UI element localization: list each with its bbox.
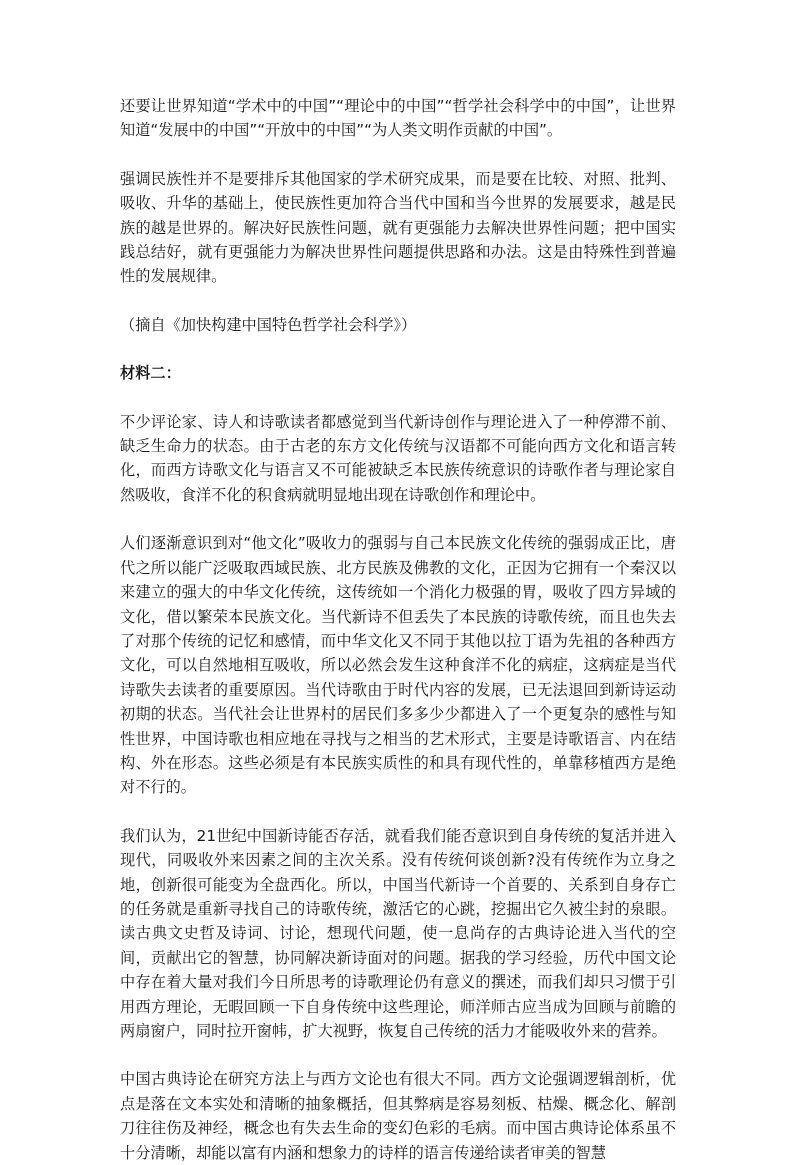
section-paragraph-1: 不少评论家、诗人和诗歌读者都感觉到当代新诗创作与理论进入了一种停滞不前、缺乏生命力的状态。由于古老的东方文化传统与汉语都不可能向西方文化和语言转化，而西方诗歌文化与语言又不可能被缺乏本民族传统意识的诗歌作者与理论家自然吸收，食洋不化的积食病就明显地出现在诗歌创作和理论中。: [120, 412, 676, 504]
paragraph-gap: [120, 1043, 676, 1067]
document-page: [120, 94, 676, 1165]
paragraph-1: 还要让世界知道“学术中的中国”“理论中的中国”“哲学社会科学中的中国”，让世界知道“发展中的中国”“开放中的中国”“为人类文明作贡献的中国”。: [120, 97, 676, 140]
section-paragraph-3: 我们认为，21世纪中国新诗能否存活，就看我们能否意识到自身传统的复活并进入现代，同吸收外来因素之间的主次关系。没有传统何谈创新?没有传统作为立身之地，创新很可能变为全盘西化。所以，中国当代新诗一个首要的、关系到自身存亡的任务就是重新寻找自己的诗歌传统，激活它的心跳，挖掘出它久被尘封的泉眼。读古典文史哲及诗词、讨论，想现代问题，使一息尚存的古典诗论进入当代的空间，贡献出它的智慧，协同解决新诗面对的问题。据我的学习经验，历代中国文论中存在着大量对我们今日所思考的诗歌理论仍有意义的撰述，而我们却只习惯于引用西方理论，无暇回顾一下自身传统中这些理论，师洋师古应当成为回顾与前瞻的两扇窗户，同时拉开窗帏，扩大视野，恢复自己传统的活力才能吸收外来的营养。: [120, 826, 676, 1040]
paragraph-2: 强调民族性并不是要排斥其他国家的学术研究成果，而是要在比较、对照、批判、吸收、升华的基础上，使民族性更加符合当代中国和当今世界的发展要求，越是民族的越是世界的。解决好民族性问题，就有更强能力去解决世界性问题；把中国实践总结好，就有更强能力为解决世界性问题提供思路和办法。这是由特殊性到普遍性的发展规律。: [120, 169, 676, 286]
paragraph-gap: [120, 337, 676, 361]
paragraph-gap: [120, 507, 676, 531]
paragraph-gap: [120, 289, 676, 313]
source-citation: （摘自《加快构建中国特色哲学社会科学》）: [120, 315, 417, 334]
paragraph-gap: [120, 800, 676, 824]
section-paragraph-4: 中国古典诗论在研究方法上与西方文论也有很大不同。西方文论强调逻辑剖析，优点是落在文本实处和清晰的抽象概括，但其弊病是容易刻板、枯燥、概念化、解剖刀往往伤及神经，概念也有失去生命的变幻色彩的毛病。而中国古典诗论体系虽不十分清晰，却能以富有内涵和想象力的诗样的语言传递给读者审美的智慧: [120, 1070, 676, 1162]
paragraph-gap: [120, 386, 676, 410]
section-heading: 材料二：: [120, 364, 181, 383]
paragraph-gap: [120, 143, 676, 167]
section-paragraph-2: 人们逐渐意识到对“他文化”吸收力的强弱与自己本民族文化传统的强弱成正比，唐代之所以能广泛吸取西域民族、北方民族及佛教的文化，正因为它拥有一个秦汉以来建立的强大的中华文化传统，这传统如一个消化力极强的胃，吸收了四方异域的文化，借以繁荣本民族文化。当代新诗不但丢失了本民族的诗歌传统，而且也失去了对那个传统的记忆和感情，而中华文化又不同于其他以拉丁语为先祖的各种西方文化，可以自然地相互吸收，所以必然会发生这种食洋不化的病症，这病症是当代诗歌失去读者的重要原因。当代诗歌由于时代内容的发展，已无法退回到新诗运动初期的状态。当代社会让世界村的居民们多多少少都进入了一个更复杂的感性与知性世界，中国诗歌也相应地在寻找与之相当的艺术形式，主要是诗歌语言、内在结构、外在形态。这些必须是有本民族实质性的和具有现代性的，单靠移植西方是绝对不行的。: [120, 534, 676, 797]
